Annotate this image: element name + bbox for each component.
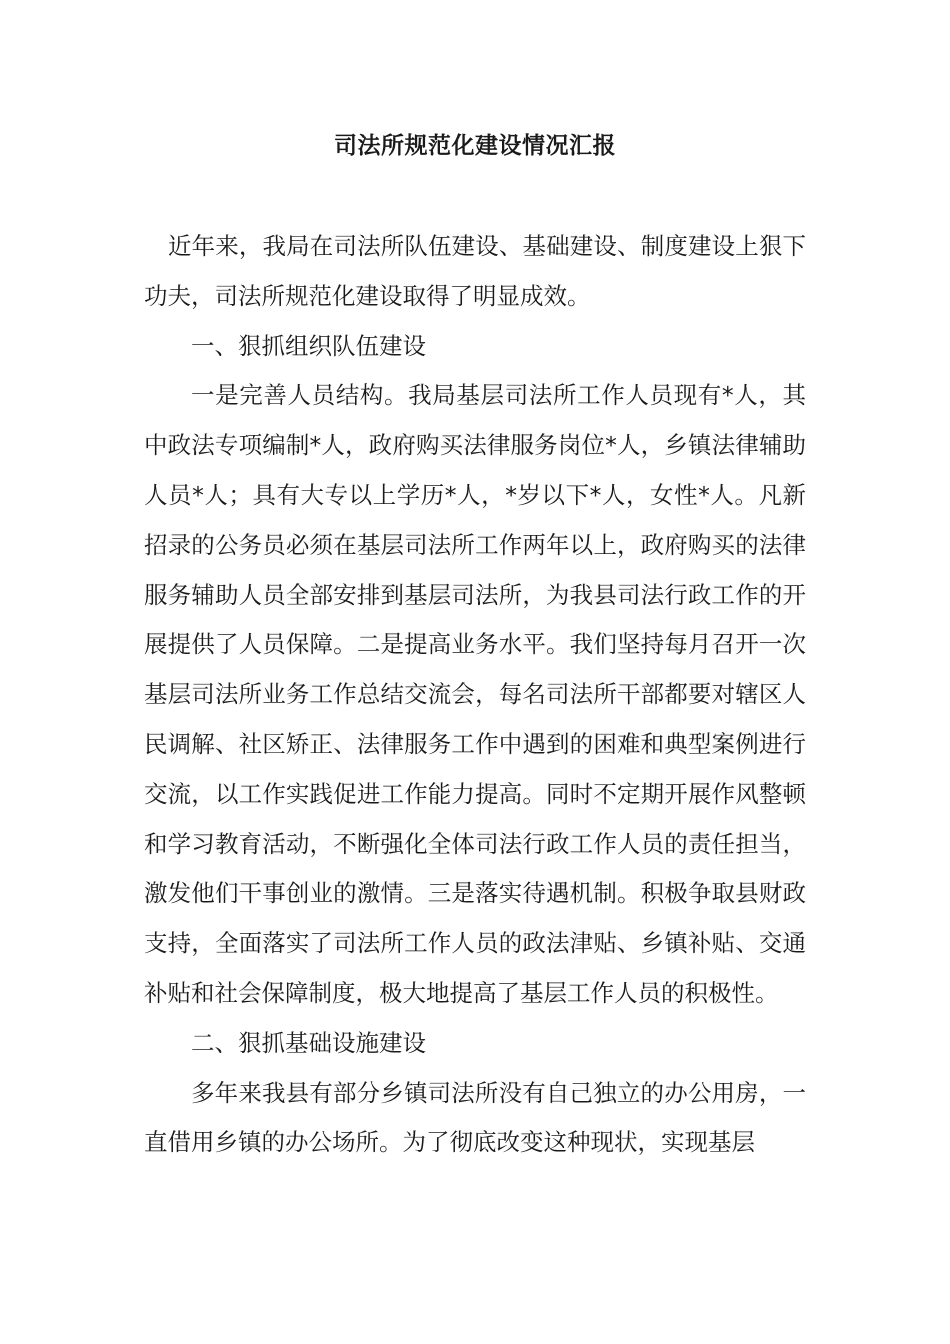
- intro-paragraph: 近年来，我局在司法所队伍建设、基础建设、制度建设上狠下功夫，司法所规范化建设取得了明显成效。: [144, 232, 806, 310]
- document-body: [144, 222, 806, 1168]
- document-title: 司法所规范化建设情况汇报: [334, 133, 616, 159]
- section-2-paragraph: 多年来我县有部分乡镇司法所没有自己独立的办公用房，一直借用乡镇的办公场所。为了彻底改变这种现状，实现基层: [144, 1078, 806, 1157]
- section-heading-1: 一、狠抓组织队伍建设: [191, 331, 426, 360]
- section-heading-2: 二、狠抓基础设施建设: [191, 1028, 426, 1057]
- section-1-paragraph: 一是完善人员结构。我局基层司法所工作人员现有*人，其中政法专项编制*人，政府购买法律服务岗位*人，乡镇法律辅助人员*人；具有大专以上学历*人，*岁以下*人，女性*人。凡新招录的公务员必须在基层司法所工作两年以上，政府购买的法律服务辅助人员全部安排到基层司法所，为我县司法行政工作的开展提供了人员保障。二是提高业务水平。我们坚持每月召开一次基层司法所业务工作总结交流会，每名司法所干部都要对辖区人民调解、社区矫正、法律服务工作中遇到的困难和典型案例进行交流，以工作实践促进工作能力提高。同时不定期开展作风整顿和学习教育活动，不断强化全体司法行政工作人员的责任担当，激发他们干事创业的激情。三是落实待遇机制。积极争取县财政支持，全面落实了司法所工作人员的政法津贴、乡镇补贴、交通补贴和社会保障制度，极大地提高了基层工作人员的积极性。: [144, 381, 806, 1007]
